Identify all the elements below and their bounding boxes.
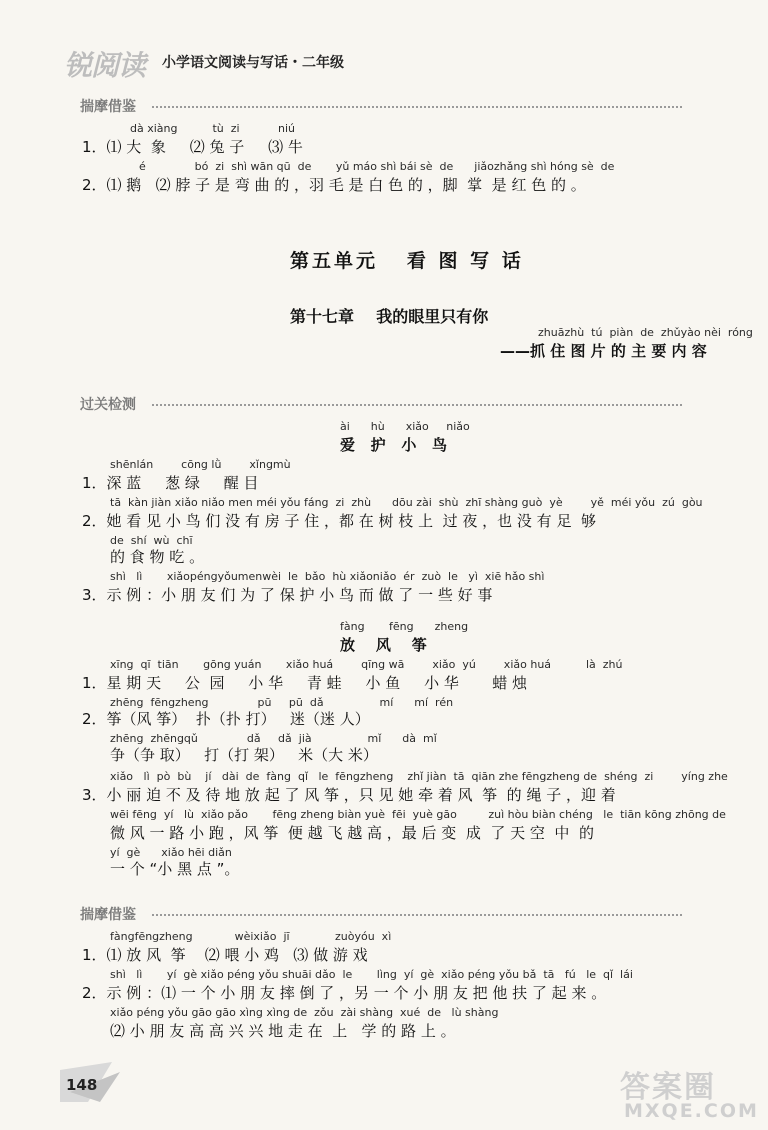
pinyin-line: de shí wù chī (110, 534, 193, 547)
brand-logo: 锐阅读 (64, 49, 146, 82)
pinyin-line: shì lì yí gè xiǎo péng yǒu shuāi dǎo le lìng yí gè xiǎo péng yǒu bǎ tā fú le qǐ lái (110, 968, 633, 981)
answer-line: 的 食 物 吃 。 (110, 548, 205, 566)
pinyin-line: é bó zi shì wān qū de yǔ máo shì bái sè de jiǎozhǎng shì hóng sè de (104, 160, 615, 173)
book-title: 小学语文阅读与写话・二年级 (162, 55, 344, 71)
answer-line: 2．筝（风 筝） 扑（扑 打） 迷（迷 人） (82, 710, 370, 728)
section-label-check: 过关检测 (80, 397, 136, 413)
unit-heading: 第五单元 看 图 写 话 (290, 250, 524, 272)
answer-line: 争（争 取） 打（打 架） 米（大 米） (110, 746, 378, 764)
passage-title: 放 风 筝 (340, 636, 427, 654)
pinyin-line: xiǎo lì pò bù jí dài de fàng qǐ le fēngzheng zhǐ jiàn tā qiān zhe fēngzheng de shéng zi yíng zhe (110, 770, 728, 783)
answer-line: 一 个 “小 黑 点 ”。 (110, 860, 240, 878)
answer-line: 2．示 例 ：⑴ 一 个 小 朋 友 摔 倒 了 ，另 一 个 小 朋 友 把 他 扶 了 起 来 。 (82, 984, 607, 1002)
passage-title: 爱 护 小 鸟 (340, 436, 447, 454)
pinyin-line: xiǎo péng yǒu gāo gāo xìng xìng de zǒu zài shàng xué de lù shàng (110, 1006, 499, 1019)
answer-line: 1．深 蓝 葱 绿 醒 目 (82, 474, 259, 492)
answer-line: 2．⑴ 鹅 ⑵ 脖 子 是 弯 曲 的 ，羽 毛 是 白 色 的 ，脚 掌 是 红 色 的 。 (82, 176, 586, 194)
pinyin-line: yí gè xiǎo hēi diǎn (110, 846, 232, 859)
section-divider (152, 914, 682, 916)
section-divider (152, 404, 682, 406)
answer-line: 3．示 例 ：小 朋 友 们 为 了 保 护 小 鸟 而 做 了 一 些 好 事 (82, 586, 493, 604)
answer-line: 1．⑴ 大 象 ⑵ 兔 子 ⑶ 牛 (82, 138, 303, 156)
page-number: 148 (66, 1076, 98, 1094)
section-label-study: 揣摩借鉴 (80, 907, 136, 923)
section-label-study: 揣摩借鉴 (80, 99, 136, 115)
pinyin-line: shēnlán cōng lǜ xǐngmù (110, 458, 291, 471)
chapter-title: 第十七章 我的眼里只有你 (290, 307, 489, 326)
pinyin-line: zhēng zhēngqǔ dǎ dǎ jià mǐ dà mǐ (110, 732, 437, 745)
pinyin-line: dà xiàng tù zi niú (130, 122, 296, 135)
answer-line: 3．小 丽 迫 不 及 待 地 放 起 了 风 筝 ，只 见 她 牵 着 风 筝 的 绳 子 ，迎 着 (82, 786, 616, 804)
pinyin-line: fàng fēng zheng (340, 620, 469, 633)
answer-line: ⑵ 小 朋 友 高 高 兴 兴 地 走 在 上 学 的 路 上 。 (110, 1022, 456, 1040)
answer-line: 微 风 一 路 小 跑 ，风 筝 便 越 飞 越 高 ，最 后 变 成 了 天 空 中 的 (110, 824, 594, 842)
chapter-subtitle: ——抓 住 图 片 的 主 要 内 容 (500, 342, 707, 360)
watermark-text: 答案圈 (620, 1070, 716, 1105)
pinyin-line: zhēng fēngzheng pū pū dǎ mí mí rén (110, 696, 454, 709)
pinyin-line: ài hù xiǎo niǎo (340, 420, 470, 433)
section-divider (152, 106, 682, 108)
watermark-url: MXQE.COM (624, 1100, 759, 1122)
pinyin-line: wēi fēng yí lù xiǎo pǎo fēng zheng biàn yuè fēi yuè gāo zuì hòu biàn chéng le tiān kōng zhōng de (110, 808, 726, 821)
subtitle-pinyin: zhuāzhù tú piàn de zhǔyào nèi róng (538, 326, 753, 339)
answer-line: 1．星 期 天 公 园 小 华 青 蛙 小 鱼 小 华 蜡 烛 (82, 674, 528, 692)
pinyin-line: shì lì xiǎopéngyǒumenwèi le bǎo hù xiǎoniǎo ér zuò le yì xiē hǎo shì (110, 570, 545, 583)
pinyin-line: fàngfēngzheng wèixiǎo jī zuòyóu xì (110, 930, 392, 943)
answer-line: 1．⑴ 放 风 筝 ⑵ 喂 小 鸡 ⑶ 做 游 戏 (82, 946, 368, 964)
pinyin-line: tā kàn jiàn xiǎo niǎo men méi yǒu fáng zi zhù dōu zài shù zhī shàng guò yè yě méi yǒu zú gòu (110, 496, 703, 509)
answer-line: 2．她 看 见 小 鸟 们 没 有 房 子 住 ，都 在 树 枝 上 过 夜 ，也 没 有 足 够 (82, 512, 596, 530)
pinyin-line: xīng qī tiān gōng yuán xiǎo huá qīng wā xiǎo yú xiǎo huá là zhú (110, 658, 623, 671)
